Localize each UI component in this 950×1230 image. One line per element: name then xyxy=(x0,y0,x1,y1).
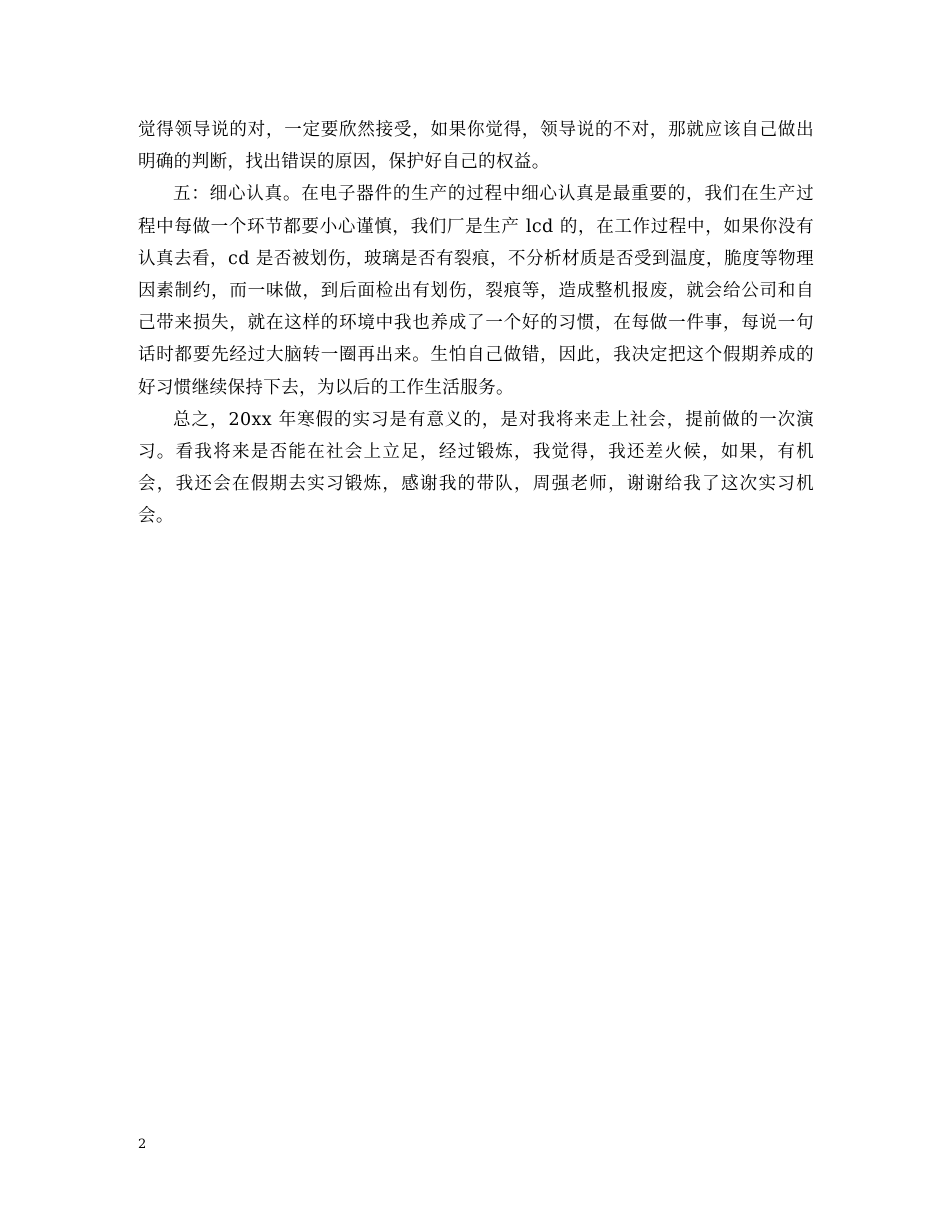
paragraph-leadin: 觉得领导说的对，一定要欣然接受，如果你觉得，领导说的不对，那就应该自己做出明确的判断，找出错误的原因，保护好自己的权益。 xyxy=(138,120,814,173)
paragraph-conclusion: 总之，20xx 年寒假的实习是有意义的，是对我将来走上社会，提前做的一次演习。看我将来是否能在社会上立足，经过锻炼，我觉得，我还差火候，如果，有机会，我还会在假期去实习锻炼，感谢我的带队，周强老师，谢谢给我了这次实习机会。 xyxy=(138,409,814,527)
paragraph-section-five: 五：细心认真。在电子器件的生产的过程中细心认真是最重要的，我们在生产过程中每做一个环节都要小心谨慎，我们厂是生产 lcd 的，在工作过程中，如果你没有认真去看，cd 是否被划伤，玻璃是否有裂痕，不分析材质是否受到温度，脆度等物理因素制约，而一味做，到后面检出有划伤，裂痕等，造成整机报废，就会给公司和自己带来损失，就在这样的环境中我也养成了一个好的习惯，在每做一件事，每说一句话时都要先经过大脑转一圈再出来。生怕自己做错，因此，我决定把这个假期养成的好习惯继续保持下去，为以后的工作生活服务。 xyxy=(138,184,814,398)
body-text xyxy=(138,114,814,533)
page-number: 2 xyxy=(138,1137,147,1152)
